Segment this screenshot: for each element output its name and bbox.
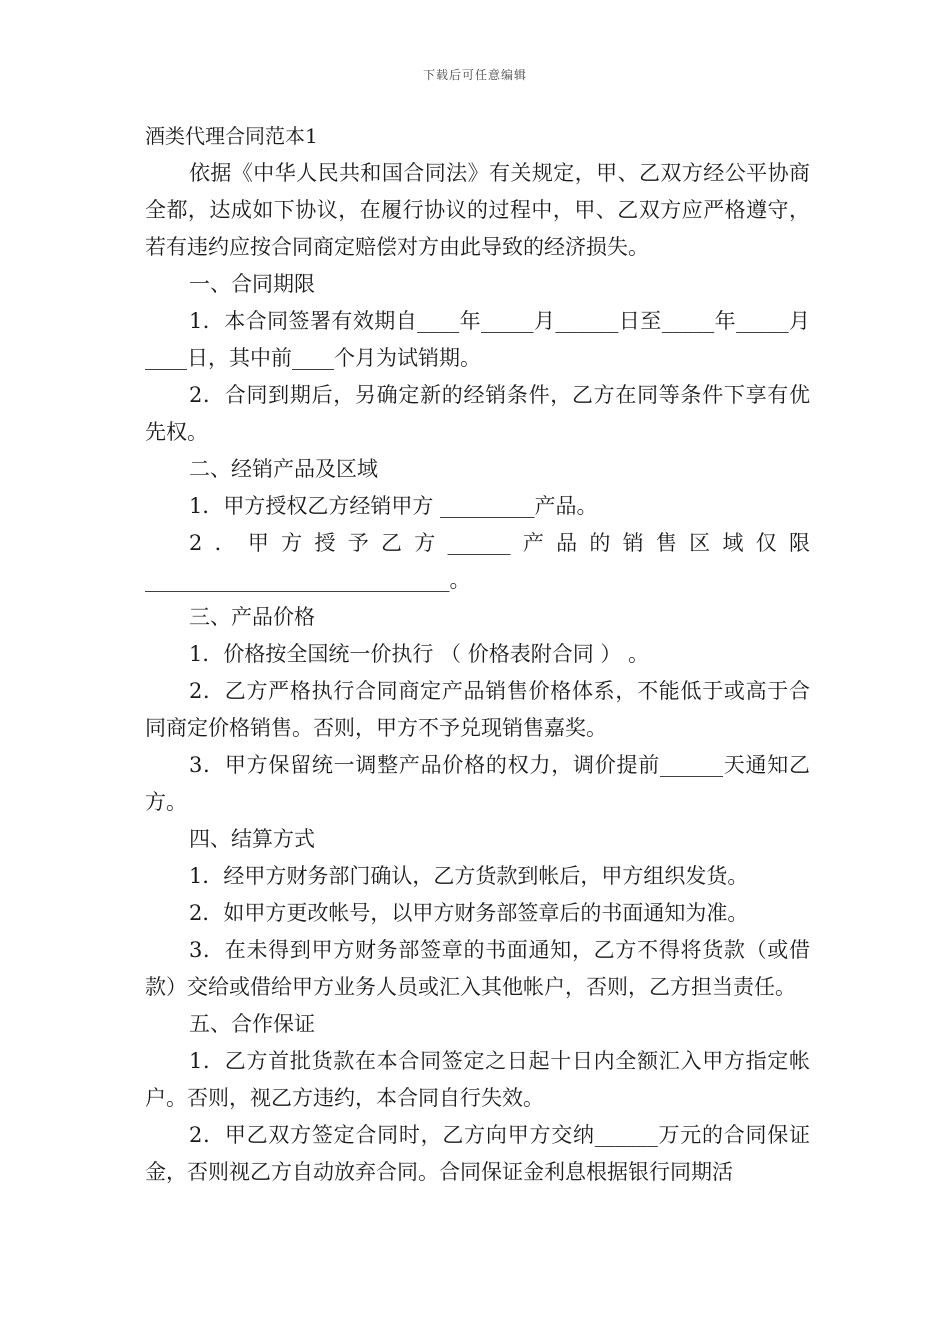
clause-5-2: 2．甲乙双方签定合同时，乙方向甲方交纳______万元的合同保证金，否则视乙方自动放弃合同。合同保证金利息根据银行同期活 <box>145 1123 810 1184</box>
clause-3-1: 1．价格按全国统一价执行 （ 价格表附合同 ） 。 <box>189 642 650 666</box>
clause-3-2: 2．乙方严格执行合同商定产品销售价格体系，不能低于或高于合同商定价格销售。否则，甲方不予兑现销售嘉奖。 <box>145 679 810 740</box>
clause-4-3: 3．在未得到甲方财务部签章的书面通知，乙方不得将货款（或借款）交给或借给甲方业务人员或汇入其他帐户，否则，乙方担当责任。 <box>145 938 810 999</box>
section-heading-products: 二、经销产品及区域 <box>189 457 378 481</box>
clause-5-1: 1．乙方首批货款在本合同签定之日起十日内全额汇入甲方指定帐户。否则，视乙方违约，本合同自行失效。 <box>145 1049 810 1110</box>
section-heading-guarantee: 五、合作保证 <box>189 1012 315 1036</box>
document-title: 酒类代理合同范本1 <box>145 124 318 148</box>
clause-4-2: 2．如甲方更改帐号，以甲方财务部签章后的书面通知为准。 <box>189 901 749 925</box>
section-heading-term: 一、合同期限 <box>189 272 315 296</box>
section-heading-settlement: 四、结算方式 <box>189 827 315 851</box>
clause-4-1: 1．经甲方财务部门确认，乙方货款到帐后，甲方组织发货。 <box>189 864 749 888</box>
section-heading-price: 三、产品价格 <box>189 605 315 629</box>
document-body <box>145 118 810 1191</box>
clause-3-3: 3．甲方保留统一调整产品价格的权力，调价提前______天通知乙方。 <box>145 753 810 814</box>
clause-2-1: 1．甲方授权乙方经销甲方 _________产品。 <box>189 494 598 518</box>
clause-1-1: 1．本合同签署有效期自____年_____月______日至_____年_____月____日，其中前____个月为试销期。 <box>145 309 810 370</box>
page-header: 下载后可任意编辑 <box>422 68 527 82</box>
clause-2-2: 2．甲方授予乙方______产品的销售区域仅限_____________________________。 <box>145 531 810 592</box>
clause-1-2: 2．合同到期后，另确定新的经销条件，乙方在同等条件下享有优先权。 <box>145 383 810 444</box>
paragraph-intro: 依据《中华人民共和国合同法》有关规定，甲、乙双方经公平协商全都，达成如下协议，在履行协议的过程中，甲、乙双方应严格遵守，若有违约应按合同商定赔偿对方由此导致的经济损失。 <box>145 161 810 259</box>
